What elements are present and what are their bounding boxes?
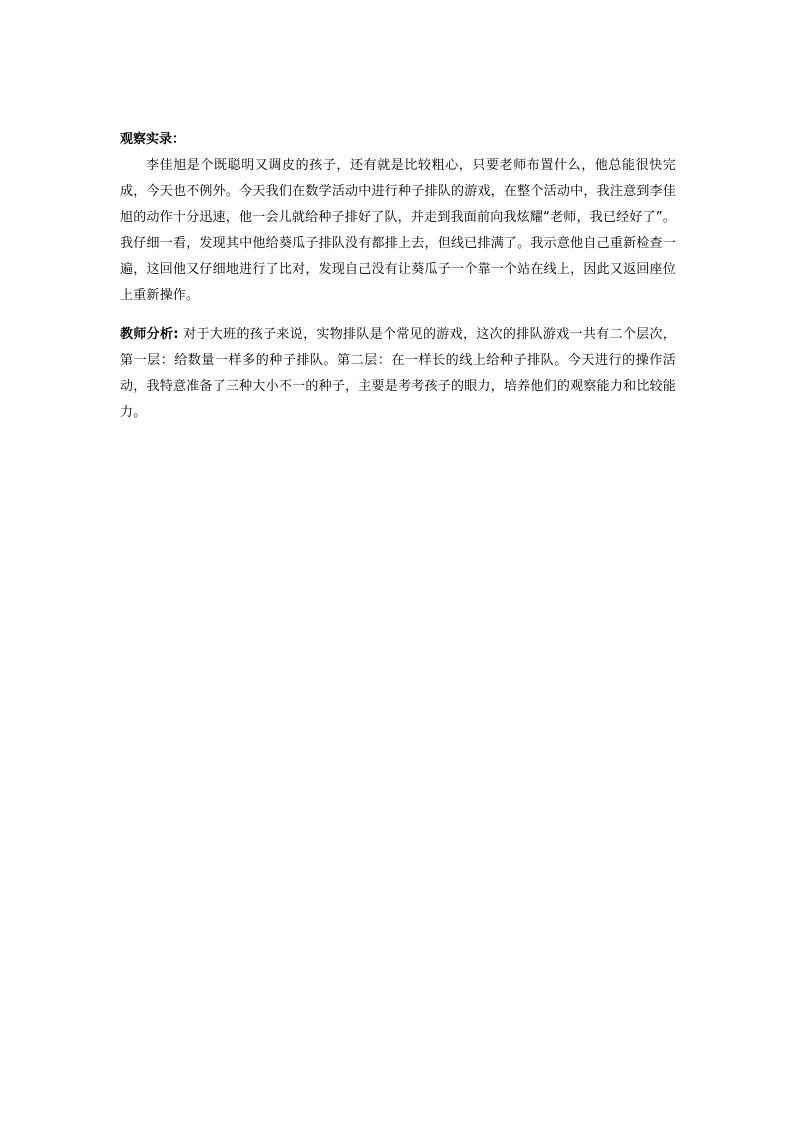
observation-heading: 观察实录： <box>120 132 186 147</box>
analysis-label: 教师分析: <box>120 327 179 342</box>
section-spacer <box>120 309 676 322</box>
document-content <box>120 127 676 426</box>
analysis-paragraph <box>120 322 676 426</box>
analysis-text: 对于大班的孩子来说，实物排队是个常见的游戏，这次的排队游戏一共有二个层次，第一层：给数量一样多的种子排队。第二层：在一样长的线上给种子排队。今天进行的操作活动，我特意准备了三种大小不一的种子，主要是考考孩子的眼力，培养他们的观察能力和比较能力。 <box>120 327 677 420</box>
observation-paragraph: 李佳旭是个既聪明又调皮的孩子，还有就是比较粗心，只要老师布置什么，他总能很快完成，今天也不例外。今天我们在数学活动中进行种子排队的游戏，在整个活动中，我注意到李佳旭的动作十分迅速，他一会儿就给种子排好了队，并走到我面前向我炫耀“老师，我已经好了”。我仔细一看，发现其中他给葵瓜子排队没有都排上去，但线已排满了。我示意他自己重新检查一遍，这回他又仔细地进行了比对，发现自己没有让葵瓜子一个靠一个站在线上，因此又返回座位上重新操作。 <box>120 158 676 303</box>
